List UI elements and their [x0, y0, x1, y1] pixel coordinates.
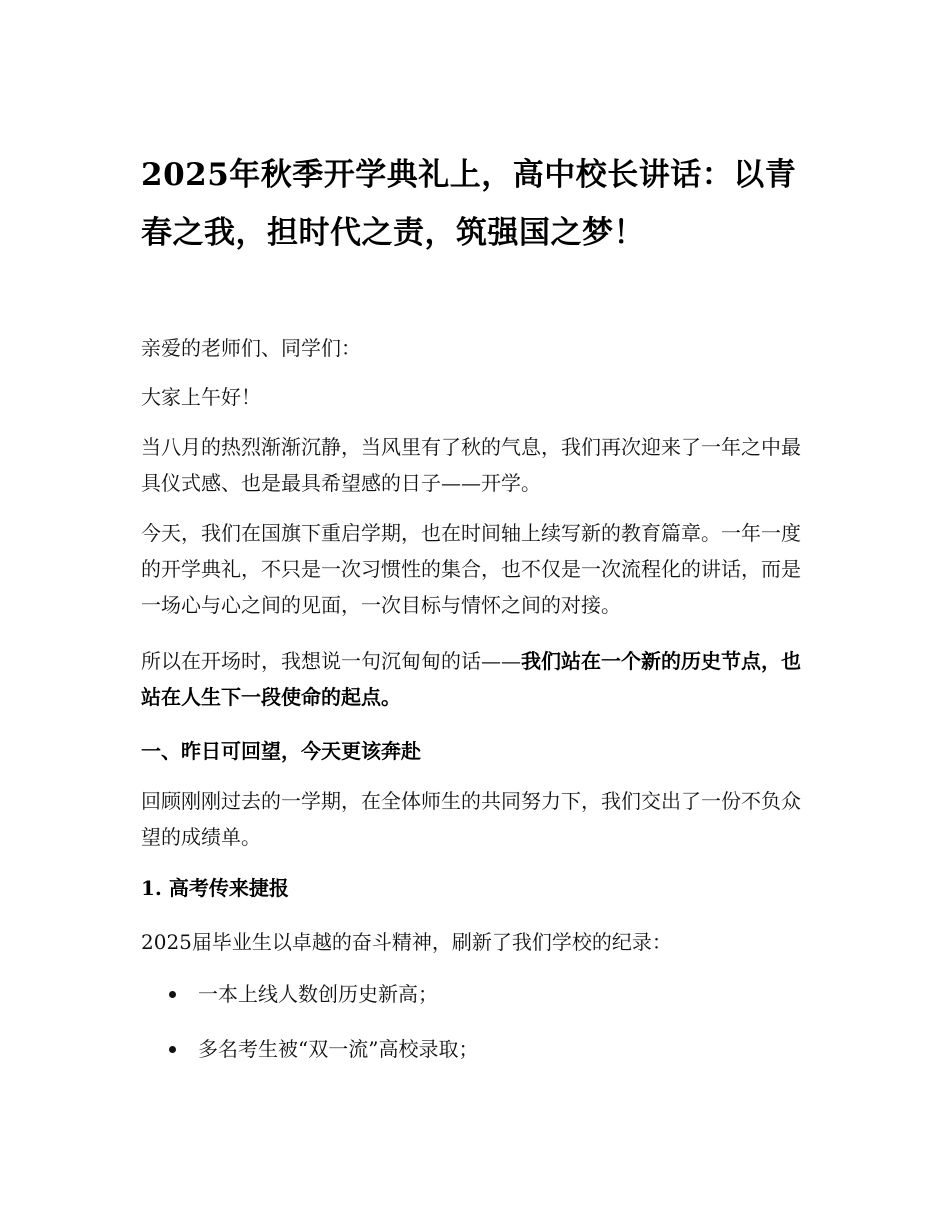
paragraph-2: 今天，我们在国旗下重启学期，也在时间轴上续写新的教育篇章。一年一度的开学典礼，不只是一次习惯性的集合，也不仅是一次流程化的讲话，而是一场心与心之间的见面，一次目标与情怀之间的对接。: [141, 521, 801, 617]
greeting: 大家上午好！: [141, 385, 261, 409]
bullet-dot-icon: [169, 1046, 176, 1053]
paragraph-5: 2025届毕业生以卓越的奋斗精神，刷新了我们学校的纪录：: [141, 930, 672, 954]
paragraph-3: [141, 643, 801, 715]
list-item-text: 一本上线人数创历史新高；: [198, 982, 438, 1006]
salutation: 亲爱的老师们、同学们：: [141, 336, 361, 360]
subheading-1: 1. 高考传来捷报: [141, 876, 289, 900]
paragraph-3-text: 所以在开场时，我想说一句沉甸甸的话——: [141, 649, 521, 673]
paragraph-1: 当八月的热烈渐渐沉静，当风里有了秋的气息，我们再次迎来了一年之中最具仪式感、也是最具希望感的日子——开学。: [141, 435, 801, 495]
paragraph-3-emphasis: 我们站在一个新的历史节点，也站在人生下一段使命的起点。: [141, 649, 801, 709]
section-heading-1: 一、昨日可回望，今天更该奔赴: [141, 739, 421, 763]
paragraph-4: 回顾刚刚过去的一学期，在全体师生的共同努力下，我们交出了一份不负众望的成绩单。: [141, 789, 801, 849]
list-item-text: 多名考生被“双一流”高校录取；: [198, 1037, 479, 1061]
document-title: 2025年秋季开学典礼上，高中校长讲话：以青春之我，担时代之责，筑强国之梦！: [141, 157, 797, 251]
bullet-dot-icon: [169, 991, 176, 998]
